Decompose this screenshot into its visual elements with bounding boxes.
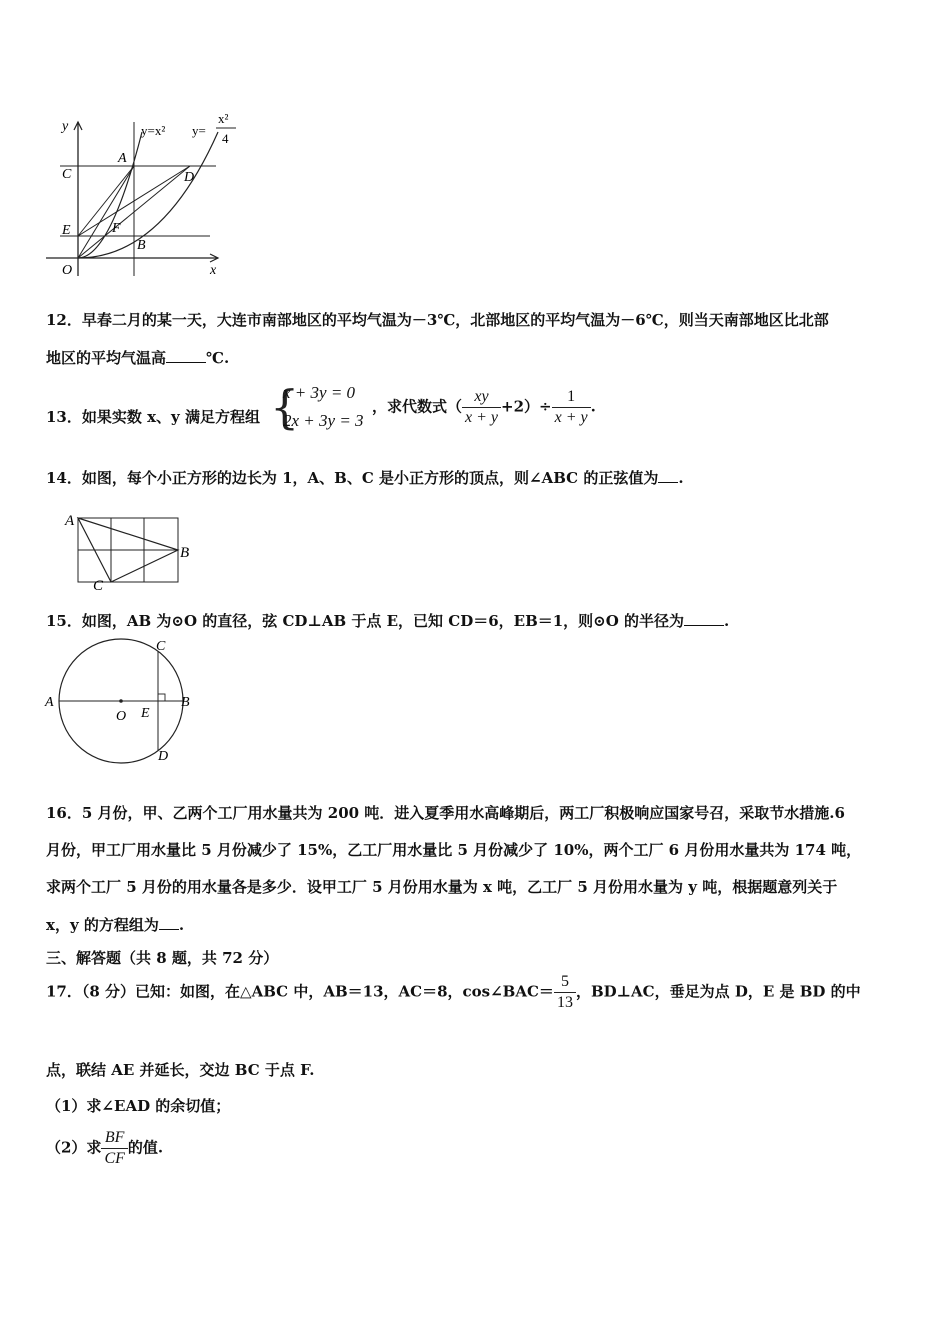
label-curve2-prefix: y= [192,123,206,138]
label-F: F [112,221,121,236]
q13-plus2: +2）÷ [501,397,552,416]
right-angle-mark [158,694,165,701]
grid-label-A: A [65,513,75,529]
q13-frac2-num: 1 [552,387,591,408]
grid-label-C: C [93,578,104,594]
circle-label-B: B [181,695,190,710]
q17-part2-den: CF [104,1150,125,1167]
q17-part2-prefix: （2）求 [46,1138,102,1157]
q14-end: . [678,469,684,487]
q15-text [46,610,729,631]
parabola-figure [40,108,245,283]
q15-question: 15．如图，AB 为⊙O 的直径，弦 CD⊥AB 于点 E，已知 CD＝6，EB＝1，则⊙O 的半径为 [46,612,685,630]
label-D: D [184,170,195,185]
q15-end: . [724,612,730,630]
circle-label-D: D [158,749,169,764]
q16-line2: 月份，甲工厂用水量比 5 月份减少了 15%，乙工厂用水量比 5 月份减少了 10%，两个工厂 6 月份用水量共为 174 吨， [46,841,862,859]
q17-bf-cf-fraction [101,1128,127,1169]
q17-part2 [46,1128,163,1169]
q17-part2-num: BF [101,1128,127,1149]
circle-label-E: E [141,706,150,721]
q12-line2 [46,347,229,368]
q17-part1: （1）求∠EAD 的余切值； [46,1097,231,1115]
label-O: O [62,263,73,278]
label-E: E [62,223,71,238]
q14-answer-blank [658,467,678,483]
q13-prefix: 13．如果实数 x、y 满足方程组 [46,408,260,426]
label-curve2-den: 4 [222,131,229,146]
label-B: B [137,238,146,253]
q17-frac-den: 13 [556,994,573,1011]
section3-title: 三、解答题（共 8 题，共 72 分） [46,949,279,967]
q17-part2-suffix: 的值. [127,1138,164,1157]
grid-label-B: B [180,545,190,561]
center-dot [119,699,123,703]
segment-e-a [78,166,134,236]
circle-figure [40,636,200,766]
label-A: A [118,151,127,166]
q13-frac1-den: x + y [465,409,499,426]
q13-expression [372,387,596,428]
q17-line2: 点，联结 AE 并延长，交边 BC 于点 F. [46,1061,315,1079]
q17-line1 [46,972,861,1013]
q13-fraction-2 [552,387,591,428]
q12-line2-unit: ℃. [206,349,230,367]
q17-prefix: 17．（8 分）已知：如图，在△ABC 中，AB＝13，AC＝8，cos∠BAC＝ [46,982,554,1001]
q12-answer-blank [166,347,206,363]
q13-fraction-1 [462,387,501,428]
label-curve1: y=x² [141,123,166,138]
q17-suffix: ，BD⊥AC，垂足为点 D，E 是 BD 的中 [575,982,861,1001]
q14-text [46,467,684,488]
q13-system-brace: { [270,380,300,434]
label-y: y [62,119,69,134]
curve-y-eq-x2-over-4 [78,132,218,258]
q16-line4-text: x，y 的方程组为 [46,916,159,934]
segment-o-a [78,166,134,258]
q13-eq1: x + 3y = 0 [283,383,356,402]
q13-frac1-num: xy [462,387,501,408]
q16-line1: 16．5 月份，甲、乙两个工厂用水量共为 200 吨．进入夏季用水高峰期后，两工厂积极响应国家号召，采取节水措施.6 [46,804,845,822]
label-curve2-num: x² [218,111,229,126]
q14-question: 14．如图，每个小正方形的边长为 1，A、B、C 是小正方形的顶点，则∠ABC 的正弦值为 [46,469,659,487]
q17-cos-fraction [554,972,576,1013]
q16-line3: 求两个工厂 5 月份的用水量各是多少．设甲工厂 5 月份用水量为 x 吨，乙工厂 5 月份用水量为 y 吨，根据题意列关于 [46,878,838,896]
q13-frac2-den: x + y [554,409,588,426]
q16-line4-end: . [178,916,185,934]
q17-frac-num: 5 [554,972,576,993]
label-C: C [62,167,72,182]
q13-end: . [590,397,596,416]
q12-line2-text: 地区的平均气温高 [46,349,167,367]
q16-answer-blank [159,914,179,930]
grid-figure [60,508,200,596]
q15-answer-blank [684,610,724,626]
circle-label-C: C [156,639,166,654]
label-x: x [210,263,217,278]
curve-y-eq-x2 [78,132,142,258]
q16-line4 [46,914,184,935]
q13-middle: ，求代数式（ [372,397,463,416]
q13-eq2: 2x + 3y = 3 [283,411,364,430]
circle-label-A: A [45,695,54,710]
q12-line1: 12．早春二月的某一天，大连市南部地区的平均气温为－3℃，北部地区的平均气温为－6℃，则当天南部地区比北部 [46,311,829,329]
circle-label-O: O [116,709,127,724]
